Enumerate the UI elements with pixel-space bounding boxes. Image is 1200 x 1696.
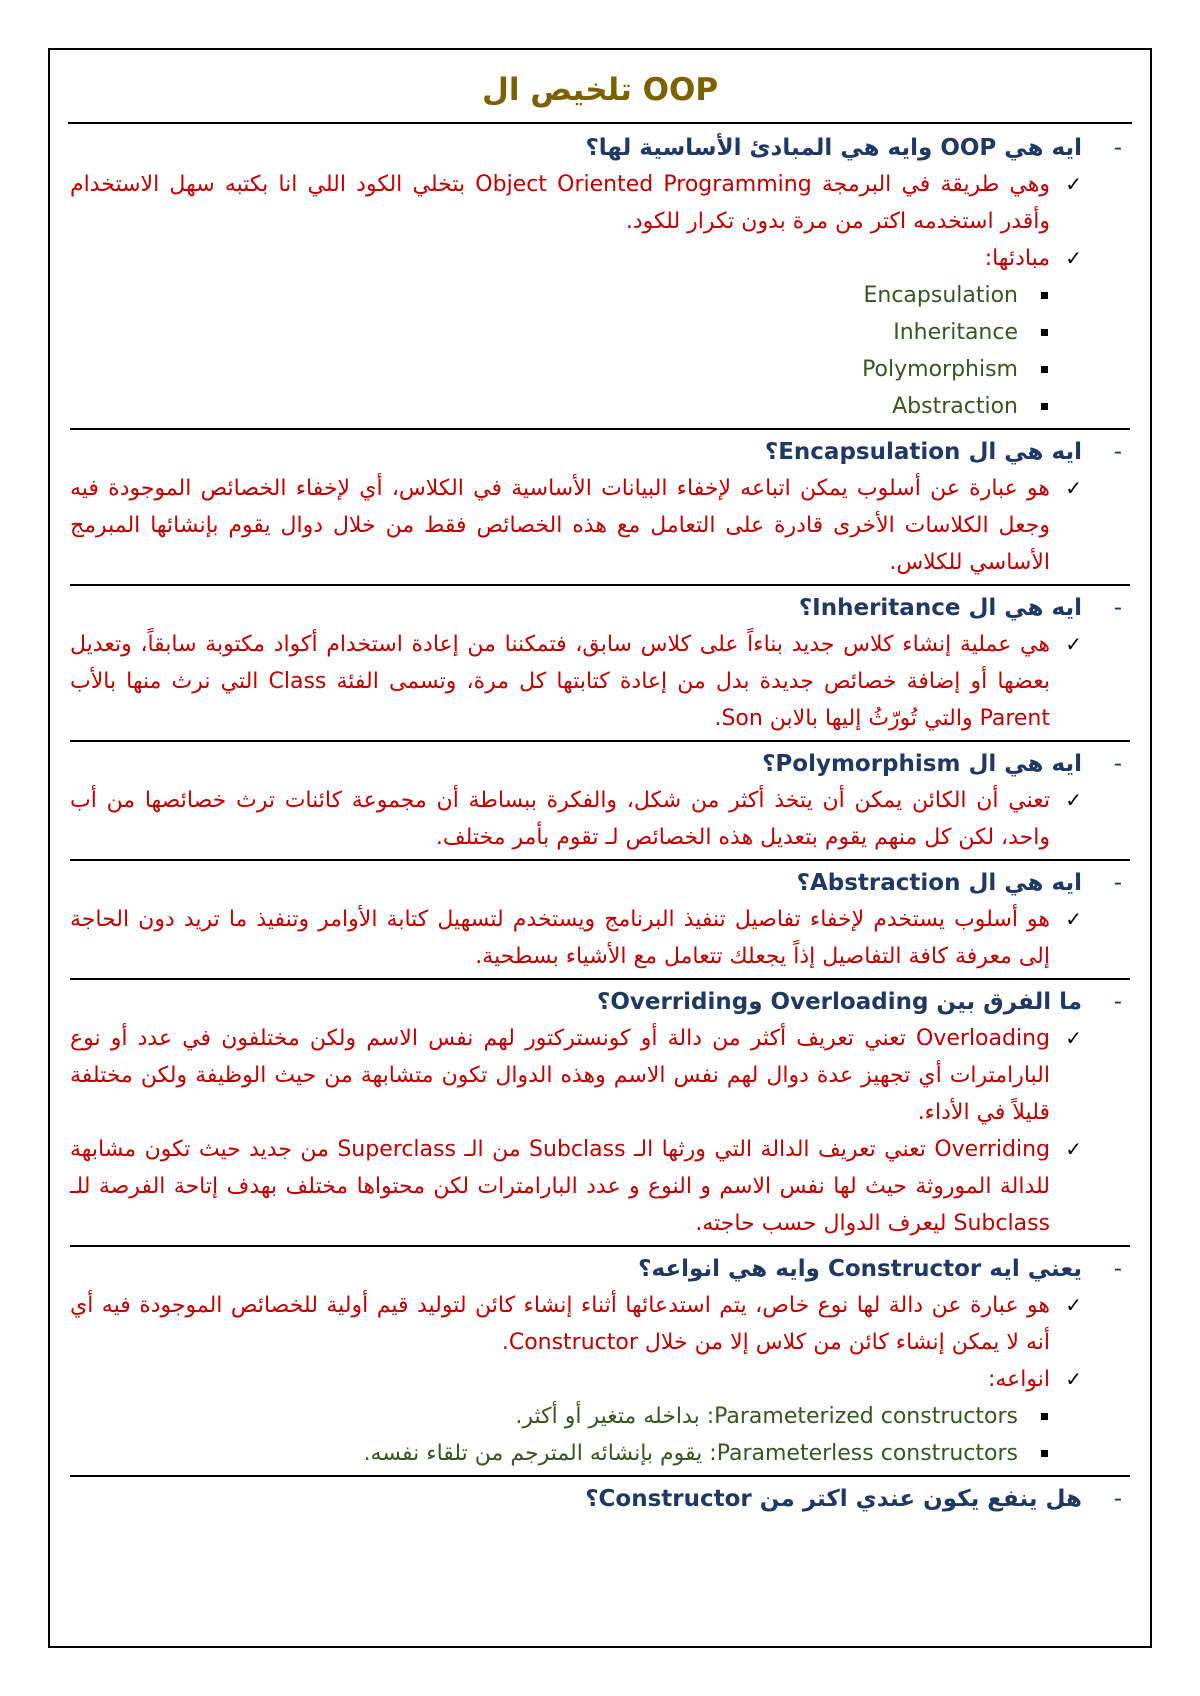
qa-section bbox=[70, 586, 1130, 742]
question-heading bbox=[70, 1251, 1130, 1287]
square-bullet-icon bbox=[1041, 403, 1048, 410]
title-divider bbox=[68, 122, 1132, 124]
bullet-item bbox=[70, 1398, 1130, 1435]
bullet-text: Parameterless constructors: يقوم بإنشائه المترجم من تلقاء نفسه. bbox=[363, 1441, 1018, 1466]
qa-section bbox=[70, 861, 1130, 980]
qa-section bbox=[70, 1477, 1130, 1520]
answer-text: تعني أن الكائن يمكن أن يتخذ أكثر من شكل، والفكرة ببساطة أن مجموعة كائنات ترث خصائصها من أب واحد، لكن كل منهم يقوم بتعديل هذه الخصائص لـ تقوم بأمر مختلف. bbox=[70, 788, 1050, 850]
question-text: هل ينفع يكون عندي اكتر من Constructor؟ bbox=[585, 1486, 1082, 1512]
question-heading bbox=[70, 865, 1130, 901]
answer-item bbox=[70, 782, 1130, 856]
answer-text: مبادئها: bbox=[984, 246, 1050, 271]
bullet-item bbox=[70, 351, 1130, 388]
dash-marker: - bbox=[1113, 1486, 1122, 1512]
dash-marker: - bbox=[1113, 1256, 1122, 1282]
dash-marker: - bbox=[1113, 989, 1122, 1015]
qa-section bbox=[70, 980, 1130, 1247]
bullet-item bbox=[70, 277, 1130, 314]
answer-item bbox=[70, 626, 1130, 737]
question-heading bbox=[70, 130, 1130, 166]
question-heading bbox=[70, 1481, 1130, 1517]
checkmark-icon: ✓ bbox=[1065, 172, 1082, 196]
question-text: ايه هي ال Inheritance؟ bbox=[798, 595, 1082, 621]
dash-marker: - bbox=[1113, 135, 1122, 161]
answer-text: Overloading تعني تعريف أكثر من دالة أو كونستركتور لهم نفس الاسم ولكن مختلفون في عدد أو نوع البارامترات أي تجهيز عدة دوال لهم نفس الاسم وهذه الدوال تكون متشابهة من حيث الوظيفة ولكن مختلفة قليلاً في الأداء. bbox=[70, 1026, 1050, 1125]
bullet-text: Polymorphism bbox=[862, 357, 1018, 382]
qa-section bbox=[70, 430, 1130, 586]
page-title: تلخيص ال OOP bbox=[481, 72, 719, 108]
checkmark-icon: ✓ bbox=[1065, 1137, 1082, 1161]
dash-marker: - bbox=[1113, 870, 1122, 896]
bullet-text: Parameterized constructors: بداخله متغير أو أكثر. bbox=[515, 1404, 1018, 1429]
checkmark-icon: ✓ bbox=[1065, 246, 1082, 270]
question-text: يعني ايه Constructor وايه هي انواعه؟ bbox=[638, 1256, 1082, 1282]
answer-text: هو عبارة عن دالة لها نوع خاص، يتم استدعائها أثناء إنشاء كائن لتوليد قيم أولية للخصائص الموجودة فيه أي أنه لا يمكن إنشاء كائن من كلاس إلا من خلال Constructor. bbox=[70, 1293, 1050, 1355]
question-heading bbox=[70, 434, 1130, 470]
bullet-item bbox=[70, 388, 1130, 425]
answer-text: هو أسلوب يستخدم لإخفاء تفاصيل تنفيذ البرنامج ويستخدم لتسهيل كتابة الأوامر وتنفيذ ما تريد دون الحاجة إلى معرفة كافة التفاصيل إذاً يجعلك تتعامل مع الأشياء بسطحية. bbox=[70, 907, 1050, 969]
answer-item bbox=[70, 1287, 1130, 1361]
checkmark-icon: ✓ bbox=[1065, 1293, 1082, 1317]
question-text: ايه هي ال Polymorphism؟ bbox=[762, 751, 1082, 777]
answer-text: هي عملية إنشاء كلاس جديد بناءاً على كلاس سابق، فتمكننا من إعادة استخدام أكواد مكتوبة سابقاً، وتعديل بعضها أو إضافة خصائص جديدة بدل من إعادة كتابتها كل مرة، وتسمى الفئة Class التي نرث منها بالأب Parent والتي تُورّثُ إليها بالابن Son. bbox=[70, 632, 1050, 731]
bullet-item bbox=[70, 314, 1130, 351]
checkmark-icon: ✓ bbox=[1065, 476, 1082, 500]
answer-item bbox=[70, 240, 1130, 277]
checkmark-icon: ✓ bbox=[1065, 907, 1082, 931]
answer-text: انواعه: bbox=[987, 1367, 1050, 1392]
question-heading bbox=[70, 984, 1130, 1020]
answer-item bbox=[70, 901, 1130, 975]
answer-item bbox=[70, 1020, 1130, 1131]
question-text: ما الفرق بين Overloading وOverriding؟ bbox=[596, 989, 1082, 1015]
checkmark-icon: ✓ bbox=[1065, 1367, 1082, 1391]
page-frame bbox=[48, 48, 1152, 1648]
square-bullet-icon bbox=[1041, 1450, 1048, 1457]
answer-item bbox=[70, 1361, 1130, 1398]
dash-marker: - bbox=[1113, 751, 1122, 777]
bullet-item bbox=[70, 1435, 1130, 1472]
bullet-text: Inheritance bbox=[893, 320, 1018, 345]
square-bullet-icon bbox=[1041, 1413, 1048, 1420]
checkmark-icon: ✓ bbox=[1065, 788, 1082, 812]
question-heading bbox=[70, 590, 1130, 626]
answer-text: Overriding تعني تعريف الدالة التي ورثها الـ Subclass من الـ Superclass من جديد حيث تكون مشابهة للدالة الموروثة حيث لها نفس الاسم و النوع و عدد البارامترات لكن محتواها مختلف بهدف إتاحة الفرصة للـ Subclass ليعرف الدوال حسب حاجته. bbox=[70, 1137, 1050, 1236]
qa-section bbox=[70, 126, 1130, 430]
dash-marker: - bbox=[1113, 595, 1122, 621]
qa-section bbox=[70, 1247, 1130, 1477]
square-bullet-icon bbox=[1041, 329, 1048, 336]
question-text: ايه هي OOP وايه هي المبادئ الأساسية لها؟ bbox=[585, 135, 1082, 161]
bullet-text: Abstraction bbox=[892, 394, 1018, 419]
answer-text: هو عبارة عن أسلوب يمكن اتباعه لإخفاء البيانات الأساسية في الكلاس، أي لإخفاء الخصائص الموجودة فيه وجعل الكلاسات الأخرى قادرة على التعامل مع هذه الخصائص فقط من خلال دوال يقوم بإنشائها المبرمج الأساسي للكلاس. bbox=[70, 476, 1050, 575]
dash-marker: - bbox=[1113, 439, 1122, 465]
question-text: ايه هي ال Encapsulation؟ bbox=[764, 439, 1082, 465]
answer-item bbox=[70, 1131, 1130, 1242]
square-bullet-icon bbox=[1041, 366, 1048, 373]
question-heading bbox=[70, 746, 1130, 782]
square-bullet-icon bbox=[1041, 292, 1048, 299]
checkmark-icon: ✓ bbox=[1065, 632, 1082, 656]
qa-section bbox=[70, 742, 1130, 861]
answer-item bbox=[70, 166, 1130, 240]
checkmark-icon: ✓ bbox=[1065, 1026, 1082, 1050]
content bbox=[70, 126, 1130, 1520]
answer-item bbox=[70, 470, 1130, 581]
question-text: ايه هي ال Abstraction؟ bbox=[796, 870, 1082, 896]
bullet-text: Encapsulation bbox=[863, 283, 1018, 308]
answer-text: وهي طريقة في البرمجة Object Oriented Programming بتخلي الكود اللي انا بكتبه سهل الاستخدام وأقدر استخدمه اكتر من مرة بدون تكرار للكود. bbox=[70, 172, 1050, 234]
